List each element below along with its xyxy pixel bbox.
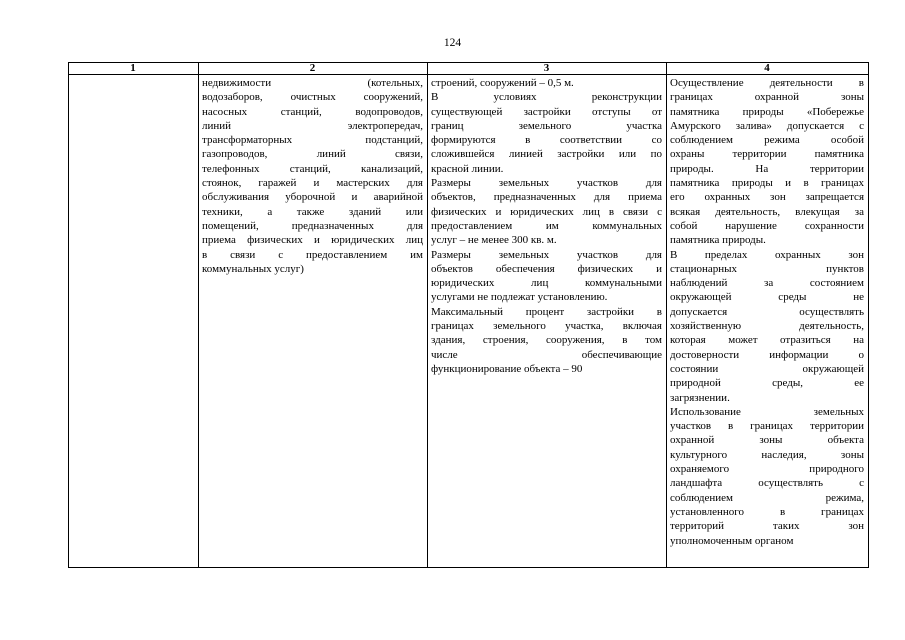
cell-text-line: собой нарушение сохранности — [670, 219, 864, 232]
cell-text-line: Размеры земельных участков для — [431, 177, 662, 190]
cell-text-line: формируются в соответствии со — [431, 134, 662, 147]
cell-text-line: объектов, предназначенных для приема — [431, 191, 662, 204]
cell-text-line: природы. На территории — [670, 162, 864, 175]
cell-text-line: линий электропередач, — [202, 119, 423, 132]
cell-text-line: границах охранной зоны — [670, 91, 864, 104]
cell-text-line: границах земельного участка, включая — [431, 320, 662, 333]
cell-text-line: Размеры земельных участков для — [431, 248, 662, 261]
cell-text-line: установленного в границах — [670, 505, 864, 518]
cell-text-line: памятника природы «Побережье — [670, 105, 864, 118]
column-divider-1 — [198, 62, 199, 568]
cell-text-line: Амурского залива» допускается с — [670, 119, 864, 132]
cell-text-line: Осуществление деятельности в — [670, 77, 864, 89]
cell-text-line: окружающей среды не — [670, 291, 864, 304]
cell-text-line: Использование земельных — [670, 405, 864, 418]
cell-text-line: достоверности информации о — [670, 348, 864, 361]
cell-text-line: его охранных зон запрещается — [670, 191, 864, 204]
table-right-border — [868, 62, 869, 568]
column-divider-2 — [427, 62, 428, 568]
cell-text-line: здания, строения, сооружения, в том — [431, 334, 662, 347]
column-header-2: 2 — [309, 62, 316, 74]
table-bottom-border — [68, 567, 869, 568]
cell-text-line: уполномоченным органом — [670, 534, 794, 547]
cell-text-line: которая может отразиться на — [670, 334, 864, 347]
table-left-border — [68, 62, 69, 568]
cell-text-line: недвижимости (котельных, — [202, 77, 423, 89]
cell-text-line: газопроводов, линий связи, — [202, 148, 423, 161]
cell-text-line: водозаборов, очистных сооружений, — [202, 91, 423, 104]
cell-text-line: охраны территории памятника — [670, 148, 864, 161]
cell-text-line: услугами не подлежат установлению. — [431, 291, 608, 304]
cell-text-line: охранной зоны объекта — [670, 434, 864, 447]
page-number: 124 — [443, 37, 462, 49]
cell-text-line: существующей застройки отступы от — [431, 105, 662, 118]
cell-text-line: наблюдений за состоянием — [670, 277, 864, 290]
header-row-border — [68, 74, 869, 75]
cell-text-line: помещений, предназначенных для — [202, 219, 423, 232]
cell-text-line: памятника природы и в границах — [670, 177, 864, 190]
column-header-4: 4 — [764, 62, 770, 74]
column-3-cell — [431, 76, 662, 376]
column-2-cell — [202, 76, 423, 276]
cell-text-line: памятника природы. — [670, 234, 766, 247]
cell-text-line: объектов обеспечения физических и — [431, 262, 662, 275]
cell-text-line: допускается осуществлять — [670, 305, 864, 318]
cell-text-line: строений, сооружений – 0,5 м. — [431, 77, 574, 89]
cell-text-line: В условиях реконструкции — [431, 91, 662, 104]
cell-text-line: В пределах охранных зон — [670, 248, 864, 261]
cell-text-line: загрязнении. — [670, 391, 730, 404]
cell-text-line: в связи с предоставлением им — [202, 248, 423, 261]
cell-text-line: всякая деятельность, влекущая за — [670, 205, 864, 218]
cell-text-line: сложившейся линией застройки или по — [431, 148, 662, 161]
cell-text-line: охраняемого природного — [670, 463, 864, 476]
cell-text-line: юридических лиц коммунальными — [431, 277, 662, 290]
column-divider-3 — [666, 62, 667, 568]
cell-text-line: предоставлением им коммунальных — [431, 219, 662, 232]
cell-text-line: соблюдением режима особой — [670, 134, 864, 147]
cell-text-line: состоянии окружающей — [670, 362, 864, 375]
cell-text-line: функционирование объекта – 90 — [431, 362, 583, 375]
cell-text-line: Максимальный процент застройки в — [431, 305, 662, 318]
cell-text-line: трансформаторных подстанций, — [202, 134, 423, 147]
cell-text-line: телефонных станций, канализаций, — [202, 162, 423, 175]
column-4-cell — [670, 76, 864, 548]
cell-text-line: насосных станций, водопроводов, — [202, 105, 423, 118]
cell-text-line: культурного наследия, зоны — [670, 448, 864, 461]
cell-text-line: приема физических и юридических лиц — [202, 234, 423, 247]
cell-text-line: техники, а также зданий или — [202, 205, 423, 218]
cell-text-line: стоянок, гаражей и мастерских для — [202, 177, 423, 190]
cell-text-line: обслуживания уборочной и аварийной — [202, 191, 423, 204]
column-header-1: 1 — [130, 62, 136, 74]
cell-text-line: физических и юридических лиц в связи с — [431, 205, 662, 218]
cell-text-line: числе обеспечивающие — [431, 348, 662, 361]
cell-text-line: коммунальных услуг) — [202, 262, 304, 275]
cell-text-line: ландшафта осуществлять с — [670, 477, 864, 490]
cell-text-line: участков в границах территории — [670, 420, 864, 433]
cell-text-line: природной среды, ее — [670, 377, 864, 390]
cell-text-line: хозяйственную деятельность, — [670, 320, 864, 333]
document-table — [68, 62, 869, 568]
cell-text-line: соблюдением режима, — [670, 491, 864, 504]
cell-text-line: границ земельного участка — [431, 119, 662, 132]
column-header-3: 3 — [543, 62, 550, 74]
cell-text-line: услуг – не менее 300 кв. м. — [431, 234, 557, 247]
cell-text-line: территорий таких зон — [670, 520, 864, 533]
cell-text-line: стационарных пунктов — [670, 262, 864, 275]
cell-text-line: красной линии. — [431, 162, 504, 175]
